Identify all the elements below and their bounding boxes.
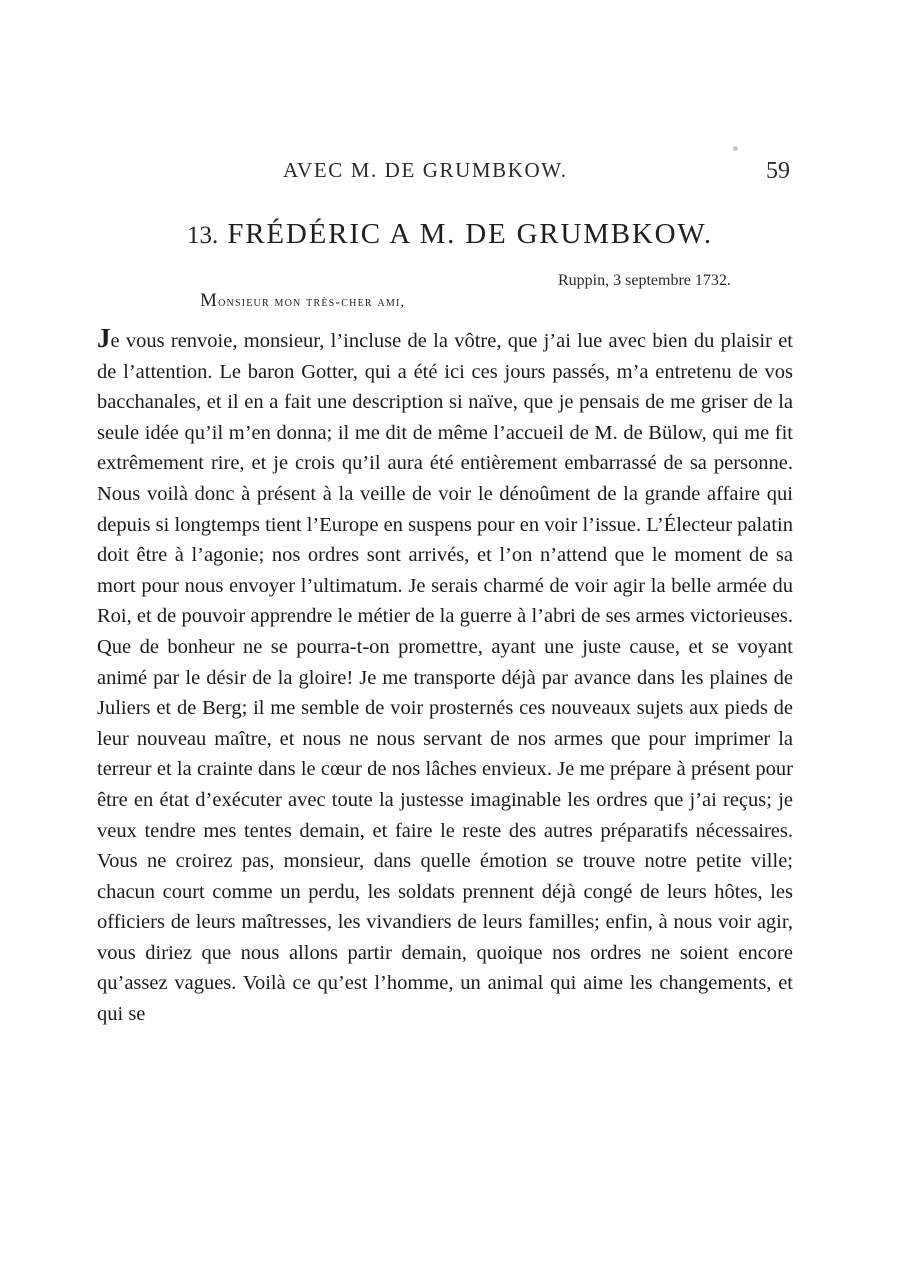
print-speck (733, 146, 738, 151)
letter-title: FRÉDÉRIC A M. DE GRUMBKOW. (227, 218, 713, 250)
dateline: Ruppin, 3 septembre 1732. (558, 272, 731, 289)
salutation: Monsieur mon très-cher ami, (200, 290, 406, 311)
letter-heading (0, 218, 900, 251)
letter-number: 13. (187, 222, 219, 249)
letter-body: Je vous renvoie, monsieur, l’incluse de la vôtre, que j’ai lue avec bien du plaisir et de l’attention. Le baron Gotter, qui a été ici ces jours passés, m’a entretenu de vos bacchanales, et il en a fait une description si naïve, que je pensais de me griser de la seule idée qu’il m’en donna; il me dit de même l’accueil de M. de Bülow, qui me fit extrêmement rire, et je crois qu’il aura été entièrement embarrassé de sa personne. Nous voilà donc à présent à la veille de voir le dénoûment de la grande affaire qui depuis si longtemps tient l’Europe en suspens pour en voir l’issue. L’Électeur palatin doit être à l’agonie; nos ordres sont arrivés, et l’on n’attend que le moment de sa mort pour nous envoyer l’ultimatum. Je serais charmé de voir agir la belle armée du Roi, et de pouvoir apprendre le métier de la guerre à l’abri de ses armes victorieuses. Que de bonheur ne se pourra-t-on promettre, ayant une juste cause, et se voyant animé par le désir de la gloire! Je me transporte déjà par avance dans les plaines de Juliers et de Berg; il me semble de voir prosternés ces nouveaux sujets aux pieds de leur nouveau maître, et nous ne nous servant de nos armes que pour imprimer la terreur et la crainte dans le cœur de nos lâches envieux. Je me prépare à présent pour être en état d’exécuter avec toute la justesse imaginable les ordres que j’ai reçus; je veux tendre mes tentes demain, et faire le reste des autres préparatifs nécessaires. Vous ne croirez pas, monsieur, dans quelle émotion se trouve notre petite ville; chacun court comme un perdu, les soldats prennent déjà congé de leurs hôtes, les officiers de leurs maîtresses, les vivandiers de leurs familles; enfin, à nous voir agir, vous diriez que nous allons partir demain, quoique nos ordres ne soient encore qu’assez vagues. Voilà ce qu’est l’homme, un animal qui aime les changements, et qui se (97, 323, 793, 1026)
page-number: 59 (766, 158, 790, 184)
running-head: AVEC M. DE GRUMBKOW. (283, 158, 568, 182)
